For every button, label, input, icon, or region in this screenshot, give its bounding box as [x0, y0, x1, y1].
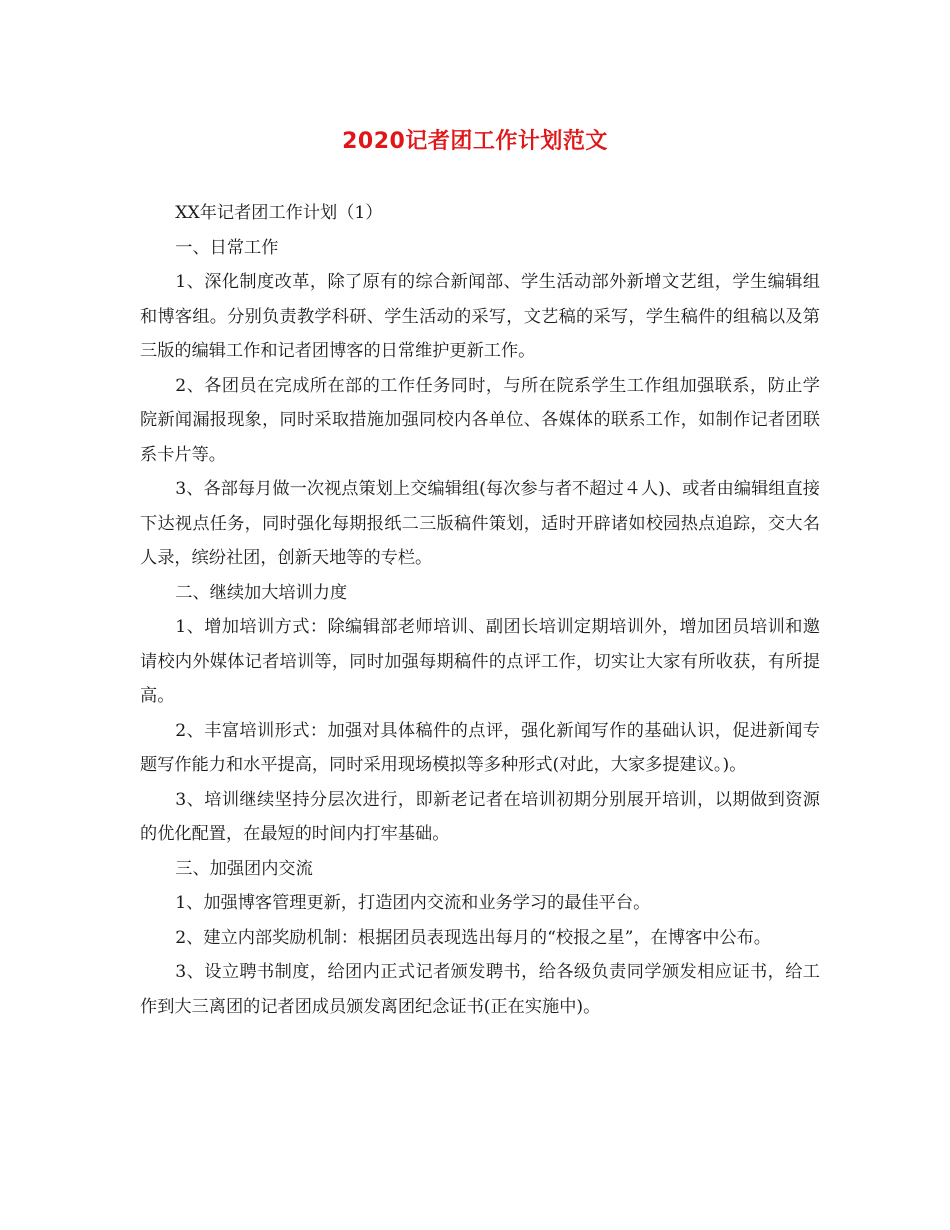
section-heading-daily-work: 一、日常工作 — [175, 237, 279, 258]
paragraph: 2、建立内部奖励机制：根据团员表现选出每月的“校报之星”，在博客中公布。 — [175, 927, 771, 948]
paragraph: 2、各团员在完成所在部的工作任务同时，与所在院系学生工作组加强联系，防止学院新闻漏报现象，同时采取措施加强同校内各单位、各媒体的联系工作，如制作记者团联系卡片等。 — [140, 375, 820, 465]
paragraph: 1、增加培训方式：除编辑部老师培训、副团长培训定期培训外，增加团员培训和邀请校内外媒体记者培训等，同时加强每期稿件的点评工作，切实让大家有所收获，有所提高。 — [140, 617, 820, 706]
document-body — [140, 196, 820, 1024]
paragraph: 2、丰富培训形式：加强对具体稿件的点评，强化新闻写作的基础认识，促进新闻专题写作能力和水平提高，同时采用现场模拟等多种形式(对此，大家多提建议。)。 — [140, 720, 820, 775]
paragraph: 3、各部每月做一次视点策划上交编辑组(每次参与者不超过４人)、或者由编辑组直接下达视点任务，同时强化每期报纸二三版稿件策划，适时开辟诸如校园热点追踪，交大名人录，缤纷社团，创新天地等的专栏。 — [140, 479, 820, 568]
paragraph: 3、设立聘书制度，给团内正式记者颁发聘书，给各级负责同学颁发相应证书，给工作到大三离团的记者团成员颁发离团纪念证书(正在实施中)。 — [140, 962, 820, 1017]
section-heading-training: 二、继续加大培训力度 — [175, 582, 348, 603]
document-title: 2020记者团工作计划范文 — [342, 129, 608, 154]
paragraph: 3、培训继续坚持分层次进行，即新老记者在培训初期分别展开培训，以期做到资源的优化配置，在最短的时间内打牢基础。 — [140, 789, 820, 844]
section-heading-communication: 三、加强团内交流 — [175, 858, 313, 879]
plan-heading: XX年记者团工作计划（1） — [175, 203, 383, 223]
paragraph: 1、深化制度改革，除了原有的综合新闻部、学生活动部外新增文艺组，学生编辑组和博客组。分别负责教学科研、学生活动的采写，文艺稿的采写，学生稿件的组稿以及第三版的编辑工作和记者团博客的日常维护更新工作。 — [140, 272, 820, 361]
paragraph: 1、加强博客管理更新，打造团内交流和业务学习的最佳平台。 — [175, 893, 651, 913]
